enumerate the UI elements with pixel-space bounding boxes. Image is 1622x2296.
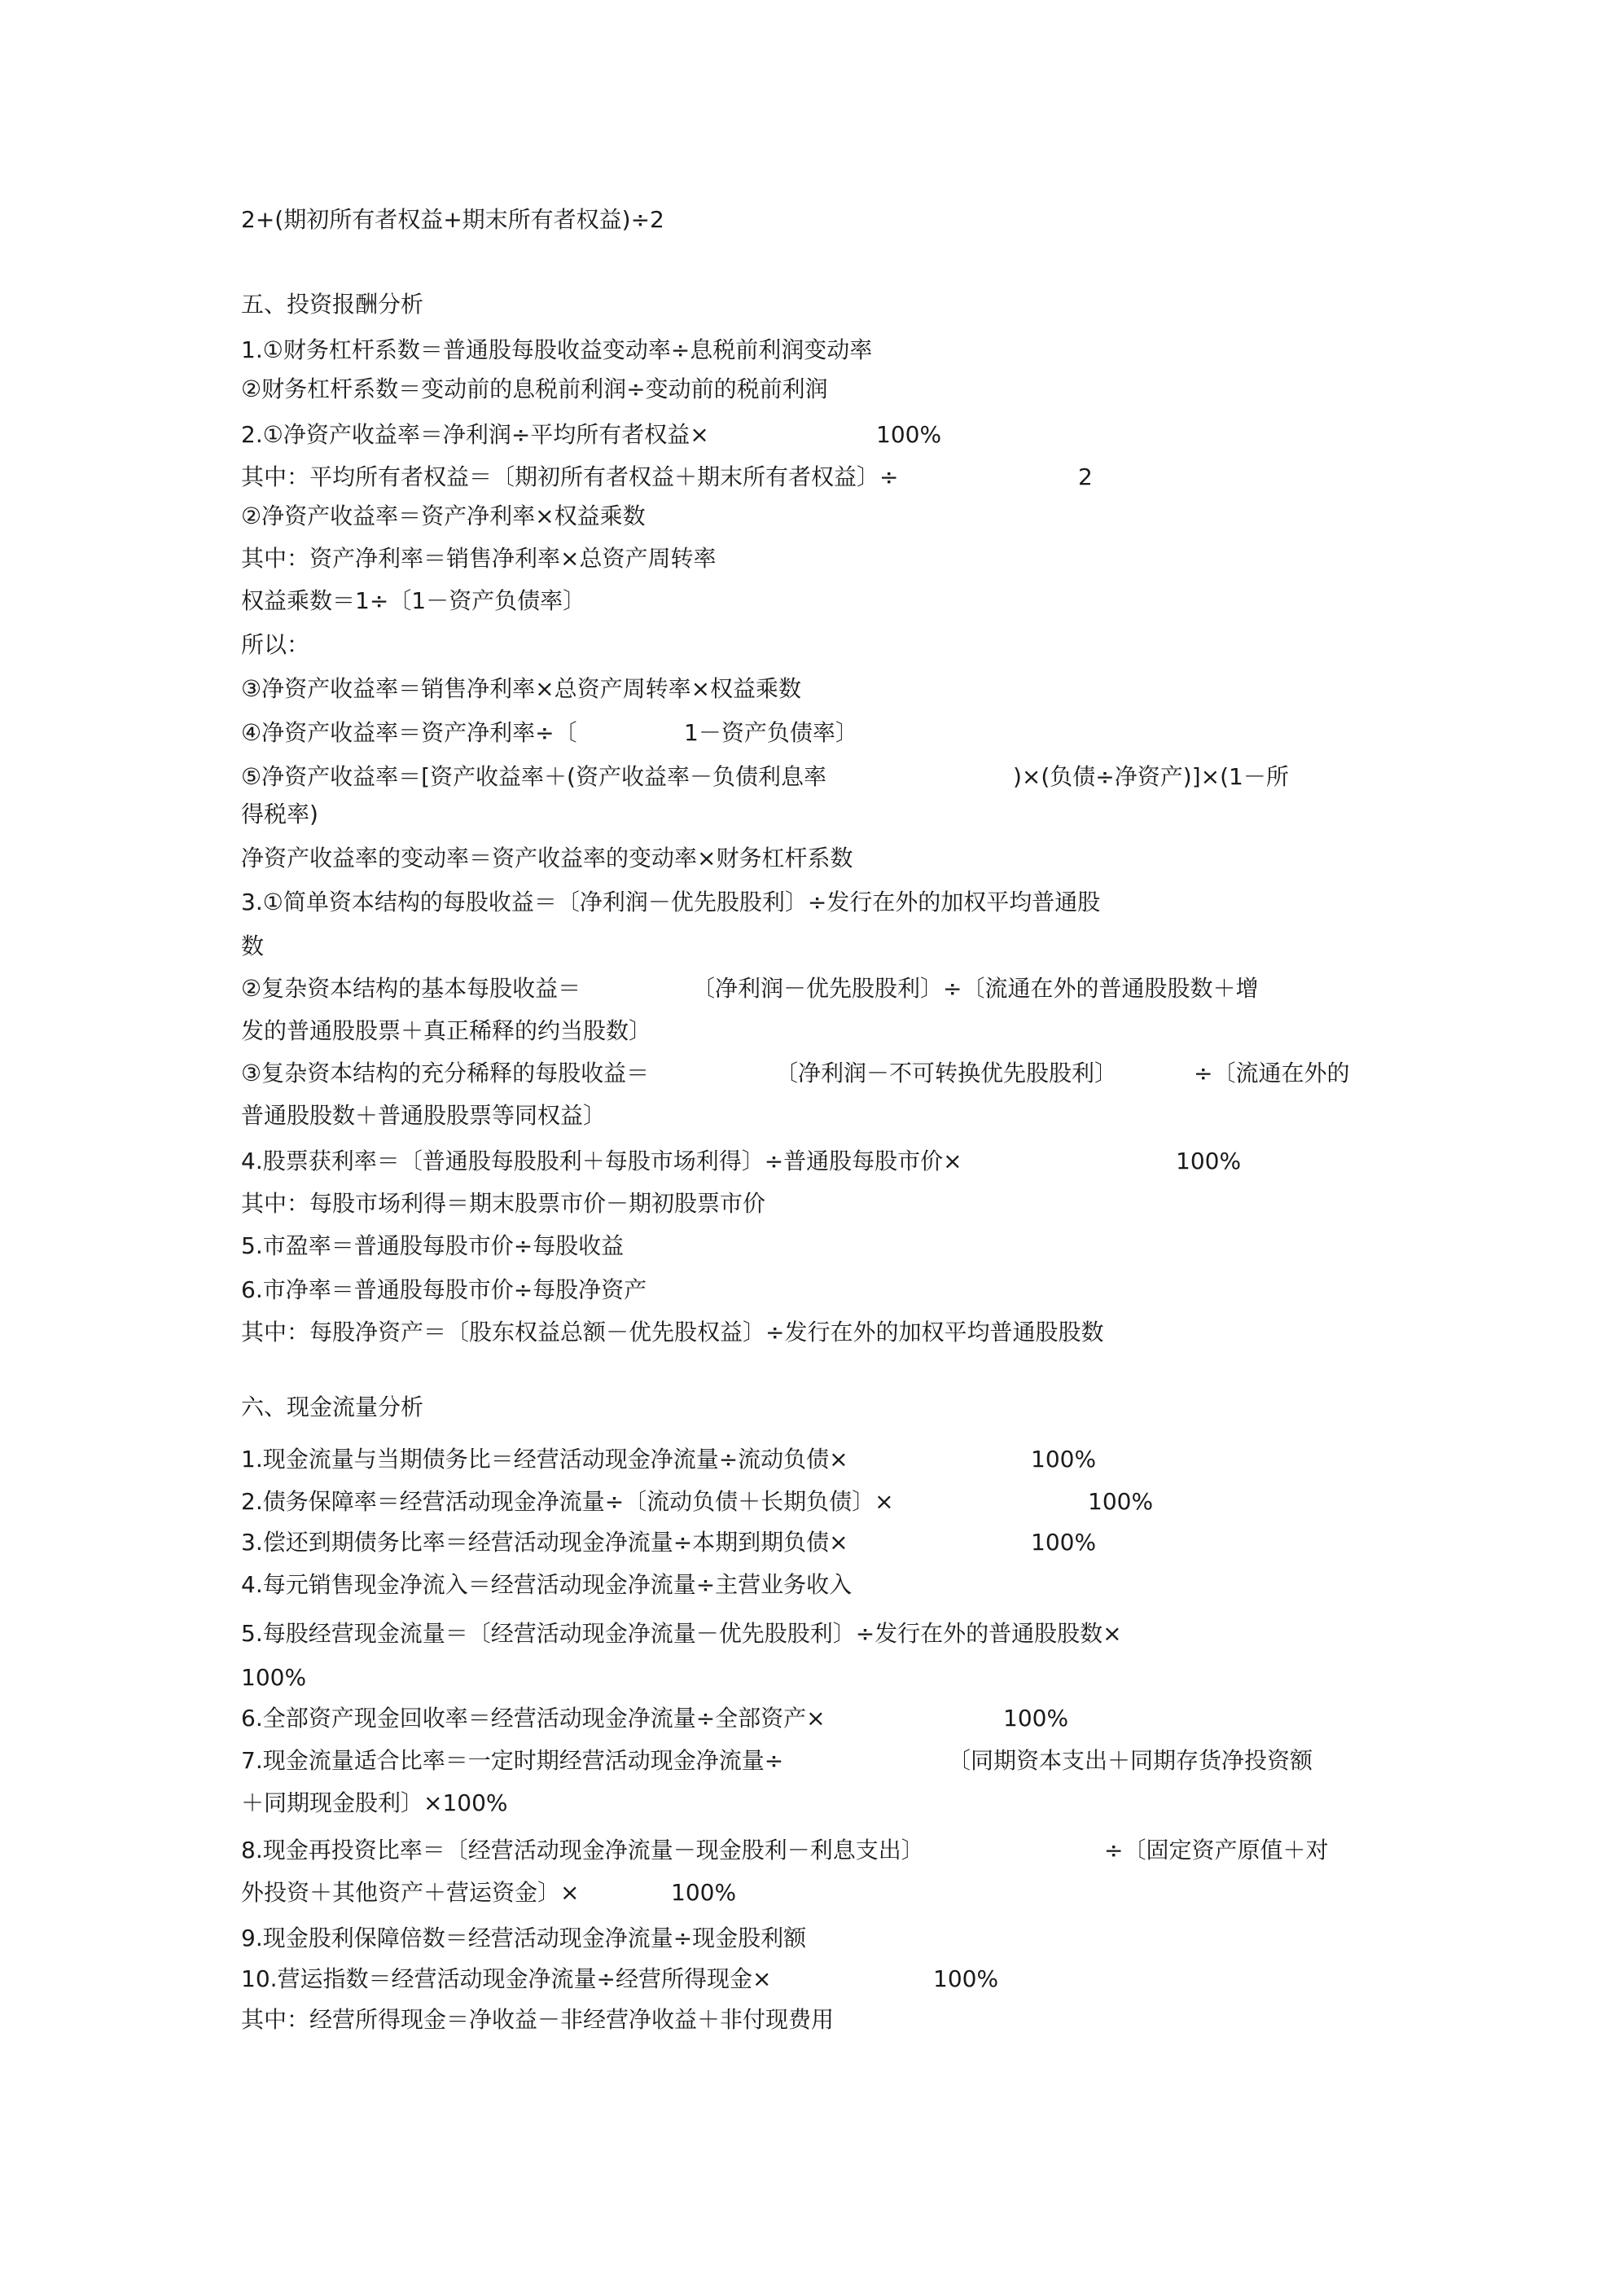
text: 所以： [241,631,310,658]
text: 其中：平均所有者权益＝〔期初所有者权益＋期末所有者权益〕÷ [241,463,899,490]
text: 2 [1078,463,1093,490]
text: 100% [1176,1148,1242,1174]
text: 发的普通股股票＋真正稀释的约当股数〕 [241,1017,652,1044]
text: 普通股股数＋普通股股票等同权益〕 [241,1102,607,1129]
text: ③复杂资本结构的充分稀释的每股收益＝ [241,1060,650,1087]
text: 100% [671,1879,737,1906]
text: 3.①简单资本结构的每股收益＝〔净利润－优先股股利〕÷发行在外的加权平均普通股 [241,889,1101,915]
text: 8.现金再投资比率＝〔经营活动现金净流量－现金股利－利息支出〕 [241,1837,924,1864]
text: 得税率) [241,801,318,828]
text: ④净资产收益率＝资产净利率÷〔 [241,719,577,746]
text: 100% [1031,1529,1097,1556]
text: 2+(期初所有者权益+期末所有者权益)÷2 [241,206,664,233]
text: 净资产收益率的变动率＝资产收益率的变动率×财务杠杆系数 [241,845,853,871]
text: 五、投资报酬分析 [241,291,424,318]
text: 2.①净资产收益率＝净利润÷平均所有者权益× [241,421,709,448]
text: 4.每元销售现金净流入＝经营活动现金净流量÷主营业务收入 [241,1571,853,1598]
text: 1.现金流量与当期债务比＝经营活动现金净流量÷流动负债× [241,1446,848,1473]
text: 其中：每股净资产＝〔股东权益总额－优先股权益〕÷发行在外的加权平均普通股股数 [241,1319,1104,1346]
text: ＋同期现金股利〕×100% [241,1789,508,1816]
text: 〔净利润－不可转换优先股股利〕 [775,1060,1118,1087]
text: ÷〔固定资产原值＋对 [1104,1837,1329,1864]
text: 100% [933,1965,999,1992]
text: 〔净利润－优先股股利〕÷〔流通在外的普通股股数＋增 [692,975,1259,1002]
text: 100% [1031,1446,1097,1473]
text: ③净资产收益率＝销售净利率×总资产周转率×权益乘数 [241,675,802,702]
text: 6.市净率＝普通股每股市价÷每股净资产 [241,1276,647,1303]
text: 数 [241,933,265,959]
text: 2.债务保障率＝经营活动现金净流量÷〔流动负债＋长期负债〕× [241,1488,894,1515]
text: )×(负债÷净资产)]×(1－所 [1013,763,1289,790]
text: 4.股票获利率＝〔普通股每股股利＋每股市场利得〕÷普通股每股市价× [241,1148,962,1174]
text: ⑤净资产收益率＝[资产收益率＋(资产收益率－负债利息率 [241,763,826,790]
text: 权益乘数＝1÷〔1－资产负债率〕 [241,587,586,614]
text: 5.市盈率＝普通股每股市价÷每股收益 [241,1232,625,1259]
text: 9.现金股利保障倍数＝经营活动现金净流量÷现金股利额 [241,1925,807,1951]
text: 7.现金流量适合比率＝一定时期经营活动现金净流量÷ [241,1747,784,1774]
text: ②复杂资本结构的基本每股收益＝ [241,975,581,1002]
text: ÷〔流通在外的 [1194,1060,1350,1087]
text: 其中：每股市场利得＝期末股票市价－期初股票市价 [241,1190,766,1217]
text: ②净资产收益率＝资产净利率×权益乘数 [241,503,646,529]
text: 外投资＋其他资产＋营运资金〕× [241,1879,580,1906]
text: 5.每股经营现金流量＝〔经营活动现金净流量－优先股股利〕÷发行在外的普通股股数× [241,1620,1122,1647]
text: ②财务杠杆系数＝变动前的息税前利润÷变动前的税前利润 [241,375,828,402]
text: 100% [1088,1488,1154,1515]
text: 3.偿还到期债务比率＝经营活动现金净流量÷本期到期负债× [241,1529,848,1556]
text: 其中：经营所得现金＝净收益－非经营净收益＋非付现费用 [241,2006,835,2033]
text: 100% [1003,1705,1069,1732]
text: 〔同期资本支出＋同期存货净投资额 [948,1747,1313,1774]
text: 1－资产负债率〕 [684,719,858,746]
text: 100% [876,421,942,448]
text: 其中：资产净利率＝销售净利率×总资产周转率 [241,545,717,572]
text: 100% [241,1664,307,1691]
text: 1.①财务杠杆系数＝普通股每股收益变动率÷息税前利润变动率 [241,336,873,363]
text: 6.全部资产现金回收率＝经营活动现金净流量÷全部资产× [241,1705,826,1732]
text: 六、现金流量分析 [241,1394,424,1420]
text: 10.营运指数＝经营活动现金净流量÷经营所得现金× [241,1965,772,1992]
